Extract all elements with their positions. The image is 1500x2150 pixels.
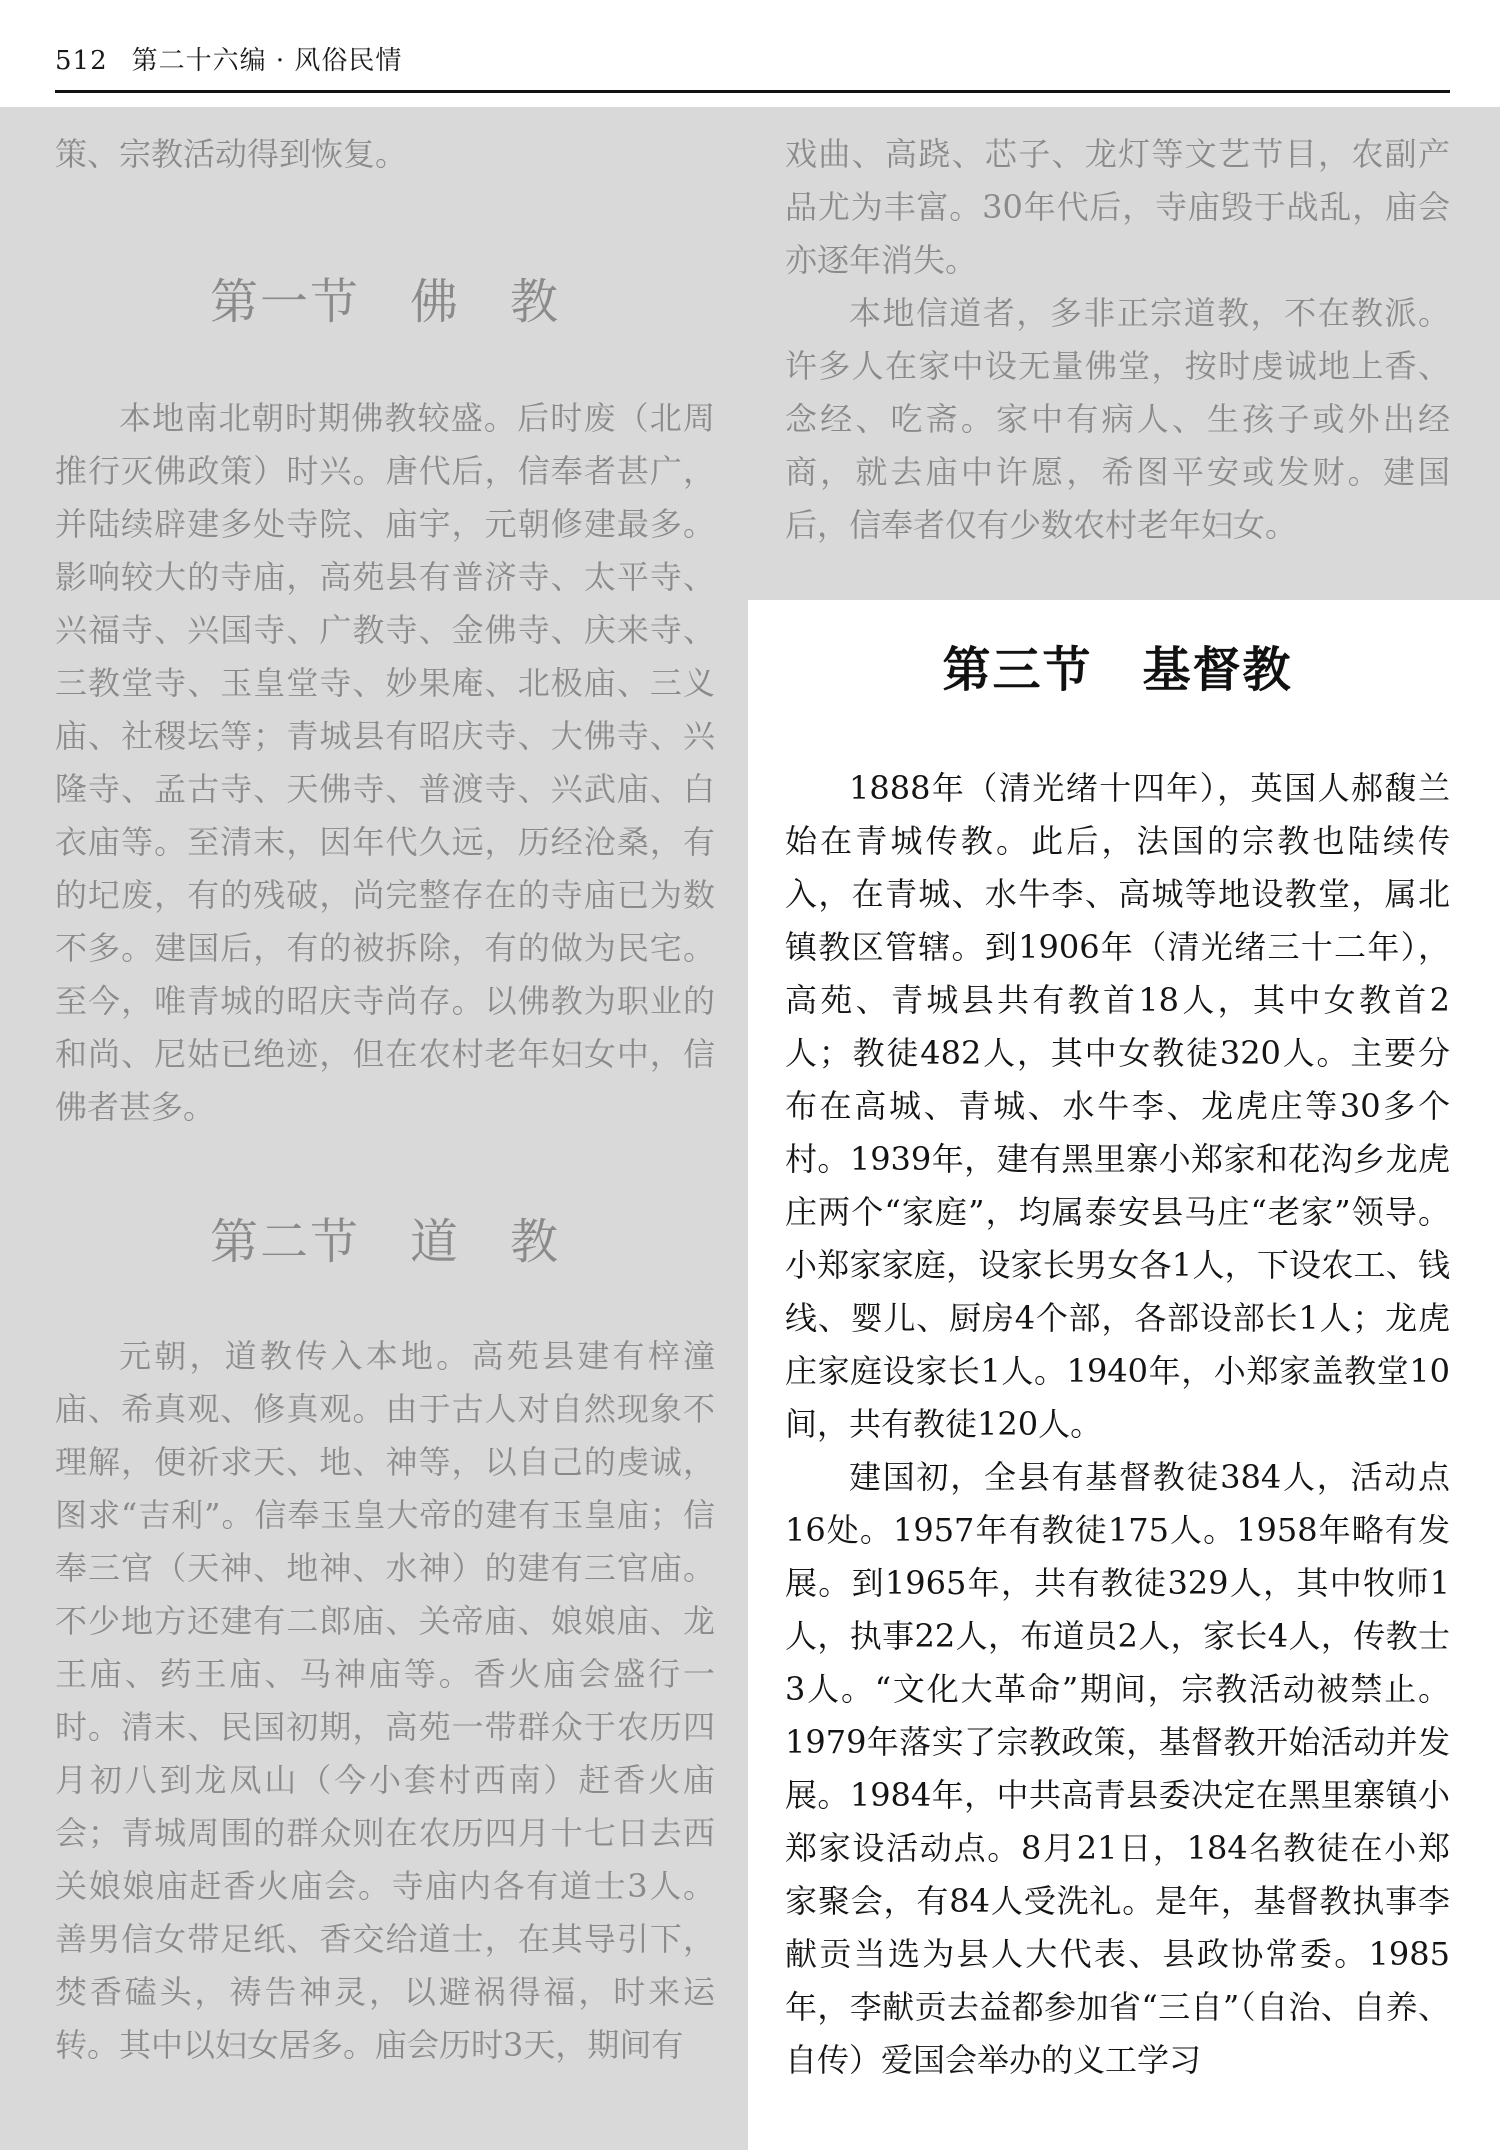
header-rule <box>55 90 1450 93</box>
section2-paragraph-2: 本地信道者，多非正宗道教，不在教派。许多人在家中设无量佛堂，按时虔诚地上香、念经、吃斋。家中有病人、生孩子或外出经商，就去庙中许愿，希图平安或发财。建国后，信奉者仅有少数农村老年妇女。 <box>785 294 1450 544</box>
left-column-text-upper <box>55 128 715 181</box>
section1-heading: 第一节 佛 教 <box>209 274 560 330</box>
section3-body <box>785 762 1450 2087</box>
page-number: 512 <box>55 46 108 76</box>
section2-heading: 第二节 道 教 <box>209 1214 560 1270</box>
right-column-top-text <box>785 128 1450 552</box>
section2-paragraph: 元朝，道教传入本地。高苑县建有梓潼庙、希真观、修真观。由于古人对自然现象不理解，便祈求天、地、神等，以自己的虔诚，图求“吉利”。信奉玉皇大帝的建有玉皇庙；信奉三官（天神、地神、水神）的建有三官庙。不少地方还建有二郎庙、关帝庙、娘娘庙、龙王庙、药王庙、马神庙等。香火庙会盛行一时。清末、民国初期，高苑一带群众于农历四月初八到龙凤山（今小套村西南）赶香火庙会；青城周围的群众则在农历四月十七日去西关娘娘庙赶香火庙会。寺庙内各有道士3人。善男信女带足纸、香交给道士，在其导引下，焚香磕头，祷告神灵，以避祸得福，时来运转。其中以妇女居多。庙会历时3天，期间有 <box>55 1337 715 2064</box>
section3-paragraph-1: 1888年（清光绪十四年），英国人郝馥兰始在青城传教。此后，法国的宗教也陆续传入，在青城、水牛李、高城等地设教堂，属北镇教区管辖。到1906年（清光绪三十二年），高苑、青城县共有教首18人，其中女教首2人；教徒482人，其中女教徒320人。主要分布在高城、青城、水牛李、龙虎庄等30多个村。1939年，建有黑里寨小郑家和花沟乡龙虎庄两个“家庭”，均属泰安县马庄“老家”领导。小郑家家庭，设家长男女各1人，下设农工、钱线、婴儿、厨房4个部，各部设部长1人；龙虎庄家庭设家长1人。1940年，小郑家盖教堂10间，共有教徒120人。 <box>785 769 1450 1443</box>
chapter-title: 第二十六编 · 风俗民情 <box>131 46 403 76</box>
section1-body <box>55 392 715 1134</box>
running-header <box>55 42 1450 80</box>
section3-heading: 第三节 基督教 <box>942 642 1293 698</box>
section2-body <box>55 1330 715 2072</box>
section1-paragraph: 本地南北朝时期佛教较盛。后时废（北周推行灭佛政策）时兴。唐代后，信奉者甚广，并陆续辟建多处寺院、庙宇，元朝修建最多。影响较大的寺庙，高苑县有普济寺、太平寺、兴福寺、兴国寺、广教寺、金佛寺、庆来寺、三教堂寺、玉皇堂寺、妙果庵、北极庙、三义庙、社稷坛等；青城县有昭庆寺、大佛寺、兴隆寺、孟古寺、天佛寺、普渡寺、兴武庙、白衣庙等。至清末，因年代久远，历经沧桑，有的圮废，有的残破，尚完整存在的寺庙已为数不多。建国后，有的被拆除，有的做为民宅。至今，唯青城的昭庆寺尚存。以佛教为职业的和尚、尼姑已绝迹，但在农村老年妇女中，信佛者甚多。 <box>55 399 715 1126</box>
intro-line: 策、宗教活动得到恢复。 <box>55 135 408 173</box>
section3-paragraph-2: 建国初，全县有基督教徒384人，活动点16处。1957年有教徒175人。1958年略有发展。到1965年，共有教徒329人，其中牧师1人，执事22人，布道员2人，家长4人，传教士3人。“文化大革命”期间，宗教活动被禁止。1979年落实了宗教政策，基督教开始活动并发展。1984年，中共高青县委决定在黑里寨镇小郑家设活动点。8月21日，184名教徒在小郑家聚会，有84人受洗礼。是年，基督教执事李献贡当选为县人大代表、县政协常委。1985年，李献贡去益都参加省“三自”（自治、自养、自传）爱国会举办的义工学习 <box>785 1458 1450 2079</box>
section2-continuation: 戏曲、高跷、芯子、龙灯等文艺节目，农副产品尤为丰富。30年代后，寺庙毁于战乱，庙会亦逐年消失。 <box>785 135 1450 279</box>
